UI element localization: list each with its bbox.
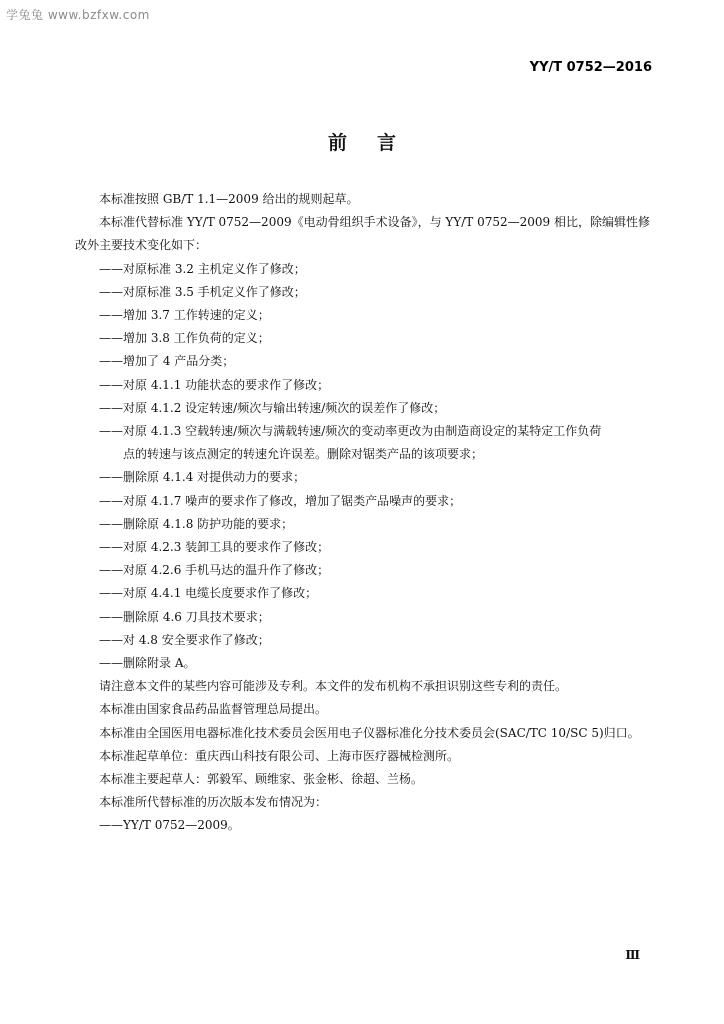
history-item: ——YY/T 0752—2009。 <box>99 818 240 833</box>
change-item: ——对原 4.1.1 功能状态的要求作了修改； <box>99 377 330 392</box>
change-item: ——对原标准 3.2 主机定义作了修改； <box>99 261 306 276</box>
page-title: 前言 <box>327 132 426 154</box>
change-item: ——对原 4.2.3 装卸工具的要求作了修改； <box>99 540 330 555</box>
committee-statement: 本标准由全国医用电器标准化技术委员会医用电子仪器标准化分技术委员会(SAC/TC 10/SC 5)归口。 <box>99 725 640 740</box>
intro-paragraph-drafting-rule: 本标准按照 GB/T 1.1—2009 给出的规则起草。 <box>99 192 359 206</box>
drafting-units: 本标准起草单位：重庆西山科技有限公司、上海市医疗器械检测所。 <box>99 748 460 763</box>
standard-code: YY/T 0752—2016 <box>529 60 652 75</box>
change-item-continuation: 点的转速与该点测定的转速允许误差。删除对锯类产品的该项要求； <box>123 447 484 462</box>
intro-paragraph-replacement: 本标准代替标准 YY/T 0752—2009《电动骨组织手术设备》，与 YY/T 0752—2009 相比，除编辑性修改外主要技术变化如下： <box>75 215 651 253</box>
change-item: ——增加 3.7 工作转速的定义； <box>99 308 270 323</box>
change-item: ——对原 4.1.7 噪声的要求作了修改，增加了锯类产品噪声的要求； <box>99 493 462 508</box>
document-body <box>75 188 660 838</box>
change-item: ——对原 4.2.6 手机马达的温升作了修改； <box>99 563 330 578</box>
change-item: ——增加了 4 产品分类； <box>99 354 235 369</box>
change-item: ——对原 4.1.3 空载转速/频次与满载转速/频次的变动率更改为由制造商设定的某特定工作负荷 <box>99 424 602 439</box>
patent-notice: 请注意本文件的某些内容可能涉及专利。本文件的发布机构不承担识别这些专利的责任。 <box>99 679 568 694</box>
change-item: ——删除原 4.1.8 防护功能的要求； <box>99 516 294 531</box>
history-heading: 本标准所代替标准的历次版本发布情况为： <box>99 795 328 810</box>
change-item: ——对 4.8 安全要求作了修改； <box>99 632 270 647</box>
change-item: ——删除附录 A。 <box>99 656 196 671</box>
page-number: Ⅲ <box>625 948 640 962</box>
change-item: ——对原 4.1.2 设定转速/频次与输出转速/频次的误差作了修改； <box>99 400 446 415</box>
change-item: ——对原 4.4.1 电缆长度要求作了修改； <box>99 586 318 601</box>
proposer-statement: 本标准由国家食品药品监督管理总局提出。 <box>99 702 328 717</box>
change-item: ——删除原 4.1.4 对提供动力的要求； <box>99 470 306 485</box>
watermark: 学兔兔 www.bzfxw.com <box>6 8 150 22</box>
change-item: ——对原标准 3.5 手机定义作了修改； <box>99 284 306 299</box>
change-item: ——删除原 4.6 刀具技术要求； <box>99 609 270 624</box>
change-item: ——增加 3.8 工作负荷的定义； <box>99 331 270 346</box>
main-drafters: 本标准主要起草人：郭毅军、顾维家、张金彬、徐超、兰杨。 <box>99 772 424 787</box>
